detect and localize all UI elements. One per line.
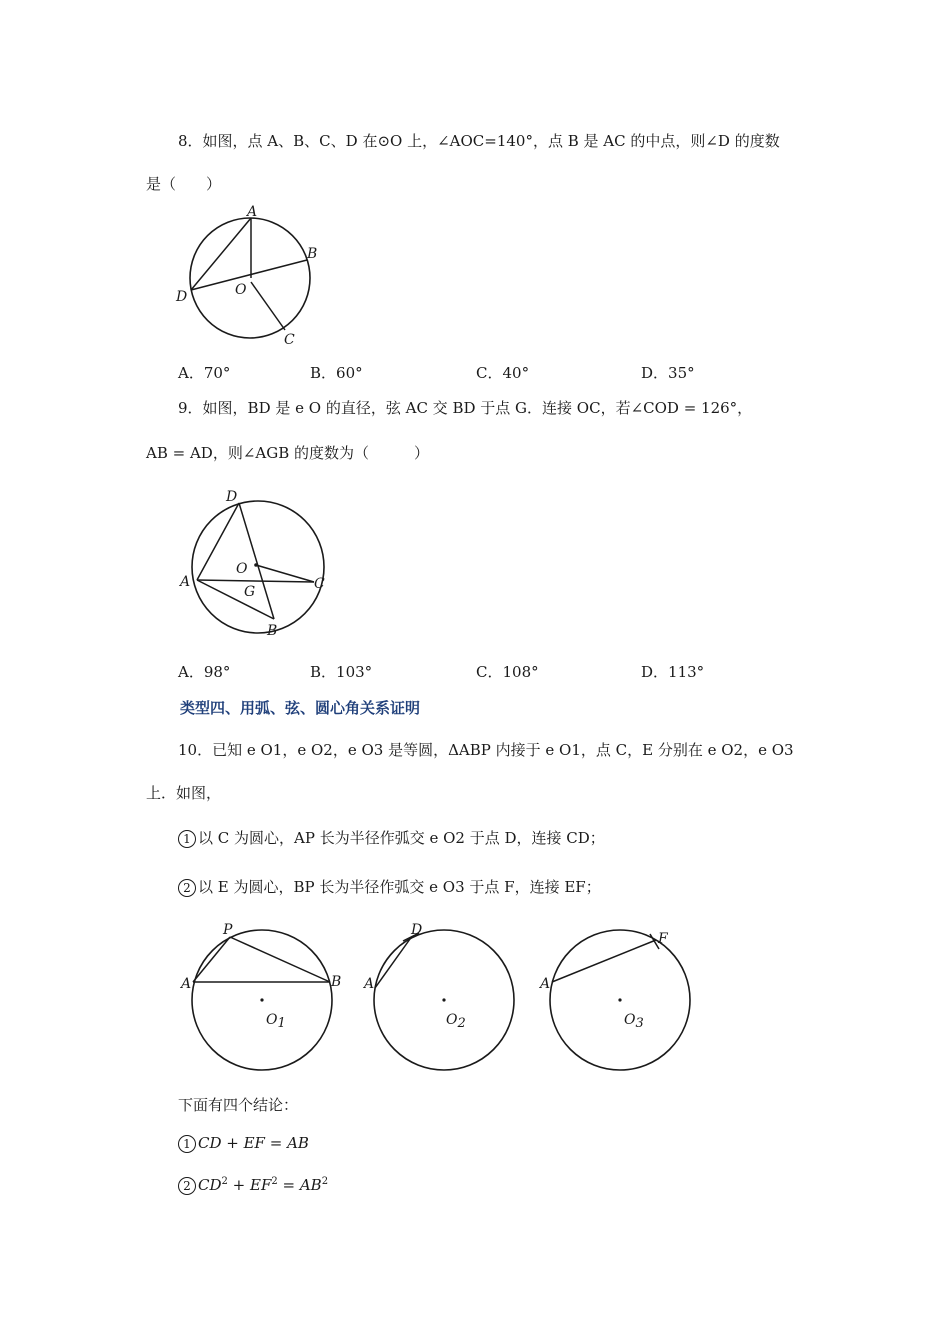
q8-option-b: B．60°	[310, 364, 363, 382]
q8-option-a: A．70°	[178, 364, 231, 382]
q8-figure	[160, 200, 340, 350]
q8-label-B: B	[307, 246, 318, 262]
q10-step1-text: 以 C 为圆心，AP 长为半径作弧交 e O2 于点 D，连接 CD；	[198, 829, 605, 847]
q10-step2	[178, 877, 601, 897]
q9-option-c: C．108°	[476, 663, 539, 681]
q9-label-C: C	[314, 576, 325, 592]
q10-conclusion2-cd: CD	[198, 1176, 222, 1194]
q8-stem-line1: 8．如图，点 A、B、C、D 在⊙O 上，∠AOC=140°，点 B 是 AC 的中点，则∠D 的度数	[178, 132, 780, 150]
q8-chord-DB	[191, 260, 307, 290]
q8-option-d: D．35°	[641, 364, 695, 382]
q9-option-a: A．98°	[178, 663, 231, 681]
q10-step1-mark: 1	[178, 830, 196, 848]
q8-label-O: O	[235, 282, 247, 298]
q10-chord-CD	[375, 939, 410, 988]
q10-label-O2: O2	[446, 1012, 466, 1031]
q10-label-O1: O1	[266, 1012, 286, 1031]
q10-conclusion2-exp2: 2	[271, 1176, 278, 1187]
q10-conclusion2-exp1: 2	[221, 1176, 228, 1187]
q10-step2-mark: 2	[178, 879, 196, 897]
q9-figure	[170, 485, 350, 645]
q10-side-AP	[193, 937, 230, 982]
section-heading: 类型四、用弧、弦、圆心角关系证明	[180, 699, 421, 717]
q8-label-A: A	[247, 204, 258, 220]
q10-conclusions-intro: 下面有四个结论：	[178, 1096, 299, 1114]
q9-chord-AC	[197, 580, 314, 582]
q8-label-D: D	[176, 289, 188, 305]
q9-stem-line2: AB = AD，则∠AGB 的度数为（ ）	[146, 444, 429, 462]
q10-step2-text: 以 E 为圆心，BP 长为半径作弧交 e O3 于点 F，连接 EF；	[198, 878, 601, 896]
q10-conclusion2-ef: + EF	[227, 1176, 272, 1194]
q10-label-O3: O3	[624, 1012, 644, 1031]
q10-conclusion1-mark: 1	[178, 1135, 196, 1153]
q8-radius-OC	[251, 282, 285, 330]
q10-side-PB	[230, 937, 330, 982]
q9-radius-OC	[256, 565, 314, 582]
q9-option-d: D．113°	[641, 663, 705, 681]
q10-label-P: P	[223, 922, 233, 938]
q8-circle	[190, 218, 310, 338]
q10-chord-EF	[552, 940, 656, 982]
q10-stem-line1: 10．已知 e O1，e O2，e O3 是等圆，ΔABP 内接于 e O1，点 C，E 分别在 e O2，e O3	[178, 741, 794, 759]
q9-chord-AB	[197, 580, 274, 619]
q9-center-dot	[254, 563, 258, 567]
q8-chord-DA	[191, 218, 251, 290]
q9-stem-line1: 9．如图，BD 是 e O 的直径，弦 AC 交 BD 于点 G．连接 OC，若∠COD = 126°，	[178, 399, 753, 417]
q10-label-A3: A	[540, 976, 551, 992]
q9-label-B: B	[267, 623, 278, 639]
q10-label-D: D	[411, 922, 423, 938]
q10-conclusion-2	[178, 1172, 328, 1195]
q10-center-o3	[618, 998, 621, 1001]
q8-label-C: C	[284, 332, 295, 348]
q10-conclusion2-mark: 2	[178, 1177, 196, 1195]
q9-label-O: O	[236, 561, 248, 577]
q10-label-A1: A	[181, 976, 192, 992]
q10-label-F: F	[658, 931, 668, 947]
q10-conclusion2-ab: = AB	[277, 1176, 322, 1194]
q8-option-c: C．40°	[476, 364, 530, 382]
q10-label-B: B	[331, 974, 342, 990]
q10-center-o1	[260, 998, 263, 1001]
q9-option-b: B．103°	[310, 663, 373, 681]
q10-conclusion2-exp3: 2	[321, 1176, 329, 1187]
q10-stem-line2: 上．如图，	[146, 784, 222, 802]
q10-step1	[178, 828, 605, 848]
q9-label-A: A	[180, 574, 191, 590]
q9-label-G: G	[244, 584, 256, 600]
q10-figure	[175, 915, 705, 1075]
q10-center-o2	[442, 998, 445, 1001]
q8-stem-line2: 是（ ）	[146, 175, 222, 193]
q9-label-D: D	[226, 489, 238, 505]
q10-label-A2: A	[364, 976, 375, 992]
q10-conclusion1-text: CD + EF = AB	[198, 1134, 309, 1152]
q10-conclusion-1	[178, 1133, 309, 1153]
